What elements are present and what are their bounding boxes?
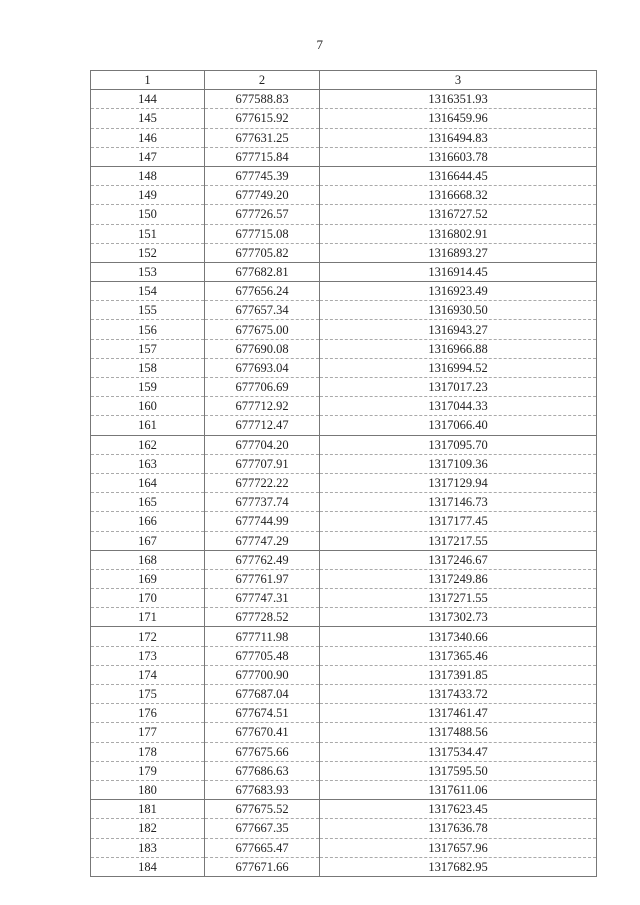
y-coordinate-cell: 1316802.91 — [320, 224, 597, 243]
y-coordinate-cell: 1317611.06 — [320, 780, 597, 799]
point-number-cell: 173 — [91, 646, 205, 665]
table-row — [91, 512, 597, 531]
x-coordinate-cell: 677615.92 — [205, 109, 320, 128]
point-number-cell: 167 — [91, 531, 205, 550]
x-coordinate-cell: 677657.34 — [205, 301, 320, 320]
point-number-cell: 174 — [91, 665, 205, 684]
table-row — [91, 128, 597, 147]
y-coordinate-cell: 1317109.36 — [320, 454, 597, 473]
point-number-cell: 151 — [91, 224, 205, 243]
y-coordinate-cell: 1317217.55 — [320, 531, 597, 550]
x-coordinate-cell: 677686.63 — [205, 761, 320, 780]
table-row — [91, 857, 597, 876]
table-row — [91, 742, 597, 761]
point-number-cell: 153 — [91, 262, 205, 281]
point-number-cell: 156 — [91, 320, 205, 339]
point-number-cell: 184 — [91, 857, 205, 876]
point-number-cell: 148 — [91, 166, 205, 185]
point-number-cell: 181 — [91, 800, 205, 819]
x-coordinate-cell: 677747.31 — [205, 589, 320, 608]
x-coordinate-cell: 677670.41 — [205, 723, 320, 742]
x-coordinate-cell: 677675.52 — [205, 800, 320, 819]
point-number-cell: 172 — [91, 627, 205, 646]
x-coordinate-cell: 677762.49 — [205, 550, 320, 569]
y-coordinate-cell: 1316459.96 — [320, 109, 597, 128]
y-coordinate-cell: 1317365.46 — [320, 646, 597, 665]
point-number-cell: 155 — [91, 301, 205, 320]
y-coordinate-cell: 1316893.27 — [320, 243, 597, 262]
y-coordinate-cell: 1317044.33 — [320, 397, 597, 416]
x-coordinate-cell: 677690.08 — [205, 339, 320, 358]
coordinates-table — [90, 70, 597, 877]
point-number-cell: 149 — [91, 186, 205, 205]
y-coordinate-cell: 1316966.88 — [320, 339, 597, 358]
y-coordinate-cell: 1317271.55 — [320, 589, 597, 608]
point-number-cell: 152 — [91, 243, 205, 262]
y-coordinate-cell: 1317623.45 — [320, 800, 597, 819]
point-number-cell: 159 — [91, 378, 205, 397]
point-number-cell: 162 — [91, 435, 205, 454]
point-number-cell: 165 — [91, 493, 205, 512]
point-number-cell: 166 — [91, 512, 205, 531]
table-row — [91, 416, 597, 435]
point-number-cell: 146 — [91, 128, 205, 147]
y-coordinate-cell: 1316914.45 — [320, 262, 597, 281]
x-coordinate-cell: 677722.22 — [205, 473, 320, 492]
point-number-cell: 168 — [91, 550, 205, 569]
y-coordinate-cell: 1317146.73 — [320, 493, 597, 512]
x-coordinate-cell: 677705.82 — [205, 243, 320, 262]
x-coordinate-cell: 677747.29 — [205, 531, 320, 550]
y-coordinate-cell: 1317595.50 — [320, 761, 597, 780]
x-coordinate-cell: 677715.84 — [205, 147, 320, 166]
point-number-cell: 157 — [91, 339, 205, 358]
point-number-cell: 150 — [91, 205, 205, 224]
x-coordinate-cell: 677674.51 — [205, 704, 320, 723]
y-coordinate-cell: 1317066.40 — [320, 416, 597, 435]
table-body — [91, 90, 597, 877]
table-row — [91, 454, 597, 473]
x-coordinate-cell: 677656.24 — [205, 282, 320, 301]
x-coordinate-cell: 677705.48 — [205, 646, 320, 665]
y-coordinate-cell: 1316494.83 — [320, 128, 597, 147]
table-row — [91, 186, 597, 205]
x-coordinate-cell: 677667.35 — [205, 819, 320, 838]
y-coordinate-cell: 1317017.23 — [320, 378, 597, 397]
point-number-cell: 147 — [91, 147, 205, 166]
table-row — [91, 282, 597, 301]
point-number-cell: 177 — [91, 723, 205, 742]
y-coordinate-cell: 1316943.27 — [320, 320, 597, 339]
point-number-cell: 161 — [91, 416, 205, 435]
x-coordinate-cell: 677728.52 — [205, 608, 320, 627]
table-row — [91, 147, 597, 166]
page-number: 7 — [316, 37, 324, 52]
y-coordinate-cell: 1317249.86 — [320, 569, 597, 588]
point-number-cell: 158 — [91, 358, 205, 377]
x-coordinate-cell: 677693.04 — [205, 358, 320, 377]
point-number-cell: 175 — [91, 685, 205, 704]
table-row — [91, 435, 597, 454]
table-header — [91, 71, 597, 90]
point-number-cell: 144 — [91, 90, 205, 109]
point-number-cell: 163 — [91, 454, 205, 473]
point-number-cell: 180 — [91, 780, 205, 799]
point-number-cell: 169 — [91, 569, 205, 588]
table-row — [91, 819, 597, 838]
y-coordinate-cell: 1317391.85 — [320, 665, 597, 684]
x-coordinate-cell: 677712.47 — [205, 416, 320, 435]
x-coordinate-cell: 677707.91 — [205, 454, 320, 473]
x-coordinate-cell: 677706.69 — [205, 378, 320, 397]
table-row — [91, 838, 597, 857]
x-coordinate-cell: 677675.00 — [205, 320, 320, 339]
x-coordinate-cell: 677704.20 — [205, 435, 320, 454]
y-coordinate-cell: 1316930.50 — [320, 301, 597, 320]
y-coordinate-cell: 1317682.95 — [320, 857, 597, 876]
point-number-cell: 176 — [91, 704, 205, 723]
y-coordinate-cell: 1317177.45 — [320, 512, 597, 531]
y-coordinate-cell: 1317488.56 — [320, 723, 597, 742]
y-coordinate-cell: 1317302.73 — [320, 608, 597, 627]
y-coordinate-cell: 1316994.52 — [320, 358, 597, 377]
x-coordinate-cell: 677761.97 — [205, 569, 320, 588]
x-coordinate-cell: 677737.74 — [205, 493, 320, 512]
table-row — [91, 685, 597, 704]
x-coordinate-cell: 677675.66 — [205, 742, 320, 761]
point-number-cell: 145 — [91, 109, 205, 128]
table-row — [91, 780, 597, 799]
point-number-cell: 160 — [91, 397, 205, 416]
table-row — [91, 531, 597, 550]
table-row — [91, 358, 597, 377]
x-coordinate-cell: 677715.08 — [205, 224, 320, 243]
x-coordinate-cell: 677711.98 — [205, 627, 320, 646]
table-row — [91, 800, 597, 819]
y-coordinate-cell: 1316603.78 — [320, 147, 597, 166]
table-row — [91, 569, 597, 588]
y-coordinate-cell: 1317246.67 — [320, 550, 597, 569]
point-number-cell: 164 — [91, 473, 205, 492]
table-row — [91, 301, 597, 320]
x-coordinate-cell: 677683.93 — [205, 780, 320, 799]
table-row — [91, 205, 597, 224]
point-number-cell: 171 — [91, 608, 205, 627]
y-coordinate-cell: 1316644.45 — [320, 166, 597, 185]
table-row — [91, 339, 597, 358]
table-row — [91, 627, 597, 646]
table-row — [91, 109, 597, 128]
x-coordinate-cell: 677631.25 — [205, 128, 320, 147]
y-coordinate-cell: 1316351.93 — [320, 90, 597, 109]
table-row — [91, 378, 597, 397]
point-number-cell: 179 — [91, 761, 205, 780]
header-row — [91, 71, 597, 90]
table-row — [91, 166, 597, 185]
y-coordinate-cell: 1317129.94 — [320, 473, 597, 492]
y-coordinate-cell: 1317340.66 — [320, 627, 597, 646]
x-coordinate-cell: 677588.83 — [205, 90, 320, 109]
table-row — [91, 90, 597, 109]
table-row — [91, 493, 597, 512]
point-number-cell: 154 — [91, 282, 205, 301]
point-number-cell: 182 — [91, 819, 205, 838]
y-coordinate-cell: 1316923.49 — [320, 282, 597, 301]
table-row — [91, 243, 597, 262]
table-row — [91, 262, 597, 281]
y-coordinate-cell: 1317636.78 — [320, 819, 597, 838]
table-row — [91, 761, 597, 780]
table-row — [91, 589, 597, 608]
column-header-1: 1 — [91, 71, 205, 90]
table-row — [91, 665, 597, 684]
x-coordinate-cell: 677671.66 — [205, 857, 320, 876]
y-coordinate-cell: 1316668.32 — [320, 186, 597, 205]
column-header-2: 2 — [205, 71, 320, 90]
point-number-cell: 178 — [91, 742, 205, 761]
table-row — [91, 646, 597, 665]
x-coordinate-cell: 677744.99 — [205, 512, 320, 531]
y-coordinate-cell: 1317657.96 — [320, 838, 597, 857]
table-row — [91, 608, 597, 627]
x-coordinate-cell: 677682.81 — [205, 262, 320, 281]
table-row — [91, 320, 597, 339]
point-number-cell: 170 — [91, 589, 205, 608]
table-row — [91, 704, 597, 723]
y-coordinate-cell: 1317095.70 — [320, 435, 597, 454]
table-row — [91, 723, 597, 742]
table-row — [91, 224, 597, 243]
x-coordinate-cell: 677687.04 — [205, 685, 320, 704]
column-header-3: 3 — [320, 71, 597, 90]
x-coordinate-cell: 677745.39 — [205, 166, 320, 185]
x-coordinate-cell: 677726.57 — [205, 205, 320, 224]
point-number-cell: 183 — [91, 838, 205, 857]
x-coordinate-cell: 677749.20 — [205, 186, 320, 205]
table-row — [91, 397, 597, 416]
y-coordinate-cell: 1317534.47 — [320, 742, 597, 761]
table-row — [91, 473, 597, 492]
y-coordinate-cell: 1316727.52 — [320, 205, 597, 224]
table-row — [91, 550, 597, 569]
y-coordinate-cell: 1317461.47 — [320, 704, 597, 723]
x-coordinate-cell: 677700.90 — [205, 665, 320, 684]
y-coordinate-cell: 1317433.72 — [320, 685, 597, 704]
x-coordinate-cell: 677712.92 — [205, 397, 320, 416]
x-coordinate-cell: 677665.47 — [205, 838, 320, 857]
